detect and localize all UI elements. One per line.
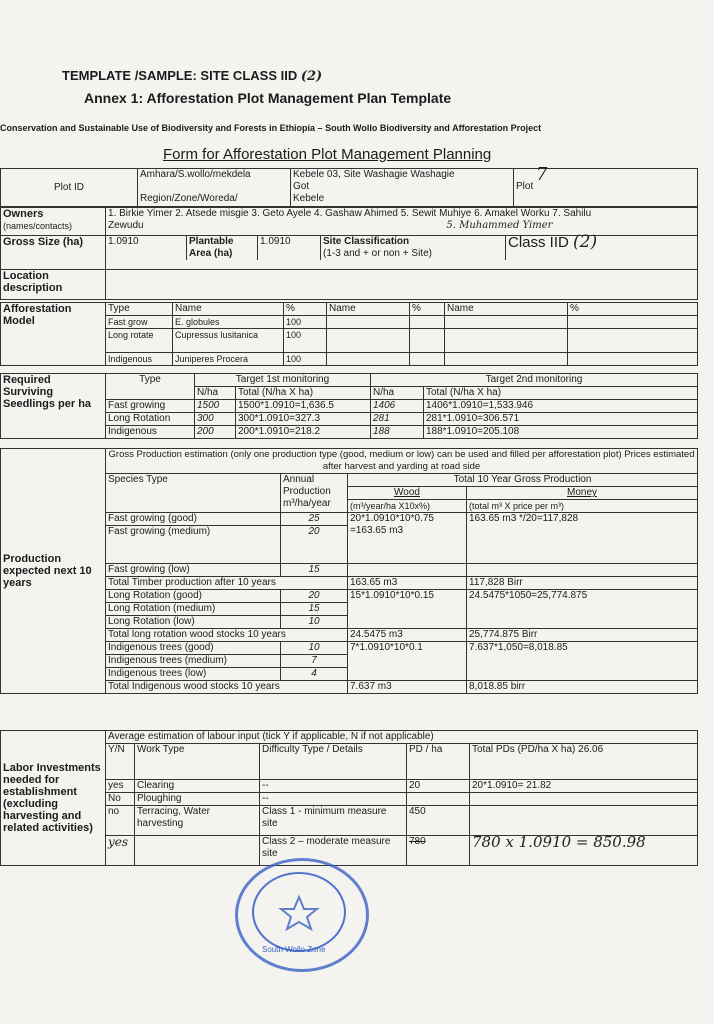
labor-note: Average estimation of labour input (tick Y if applicable, N if not applicable)	[106, 731, 698, 744]
species-header: Species Type	[106, 474, 281, 513]
labor-difficulty: --	[260, 793, 407, 806]
production-row	[1, 590, 698, 603]
target2-header: Target 2nd monitoring	[371, 374, 698, 387]
production-row	[1, 681, 698, 694]
prod-wood: 7.637 m3	[348, 681, 467, 694]
seedlings-row	[1, 413, 698, 426]
labor-row	[1, 806, 698, 836]
model-pct: 100	[284, 316, 327, 329]
model-type: Fast grow	[106, 316, 173, 329]
seedlings-nha-1: 300	[195, 413, 236, 426]
nha-header-2: N/ha	[371, 387, 424, 400]
model-type: Indigenous	[106, 353, 173, 366]
labor-difficulty: Class 2 – moderate measure site	[260, 836, 407, 866]
prod-annual: 15	[281, 603, 348, 616]
prod-annual: 25	[281, 513, 348, 526]
model-pct: 100	[284, 353, 327, 366]
kebele-cell	[291, 169, 514, 207]
labor-yn: no	[106, 806, 135, 836]
labor-table	[0, 730, 698, 866]
labor-total	[470, 806, 698, 836]
production-row	[1, 513, 698, 526]
labor-total-handwritten: 780 x 1.0910 = 850.98	[470, 836, 698, 866]
seedlings-total-2: 1406*1.0910=1,533.946	[424, 400, 698, 413]
production-note: Gross Production estimation (only one production type (good, medium or low) can be used and filled per afforestation plot) Prices estimated after harvest and yarding at road side	[106, 449, 698, 474]
prod-annual: 10	[281, 642, 348, 655]
prod-species: Total Timber production after 10 years	[106, 577, 348, 590]
production-row	[1, 629, 698, 642]
model-name: Cupressus lusitanica	[173, 329, 284, 353]
prod-annual: 20	[281, 590, 348, 603]
owners-sublabel: (names/contacts)	[3, 221, 73, 231]
model-header-name-3: Name	[445, 303, 568, 316]
prod-annual: 7	[281, 655, 348, 668]
wood-header: Wood	[348, 487, 467, 500]
owners-value-cell	[106, 208, 698, 236]
model-pct: 100	[284, 329, 327, 353]
seedlings-type: Fast growing	[106, 400, 195, 413]
site-class-sub: (1-3 and + or non + Site)	[323, 248, 432, 259]
prod-wood: 20*1.0910*10*0.75 =163.65 m3	[348, 513, 467, 564]
owners-handwritten: 5. Muhammed Yimer	[446, 220, 553, 231]
prod-wood: 163.65 m3	[348, 577, 467, 590]
owners-value-2: Zewudu	[108, 220, 144, 231]
seedlings-total-2: 188*1.0910=205.108	[424, 426, 698, 439]
prod-money: 8,018.85 birr	[467, 681, 698, 694]
model-table	[0, 302, 698, 366]
wood-sub: (m³/year/ha X10x%)	[348, 500, 467, 513]
production-row	[1, 564, 698, 577]
prod-annual: 20	[281, 526, 348, 564]
plot-number-handwritten: 7	[536, 164, 548, 185]
seedlings-nha-2: 281	[371, 413, 424, 426]
labor-work: Ploughing	[135, 793, 260, 806]
production-block	[0, 448, 698, 694]
plantable-value: 1.0910	[258, 236, 321, 260]
model-row	[1, 353, 698, 366]
labor-header-difficulty: Difficulty Type / Details	[260, 744, 407, 780]
labor-header-work: Work Type	[135, 744, 260, 780]
prod-wood: 15*1.0910*10*0.15	[348, 590, 467, 629]
labor-difficulty: --	[260, 780, 407, 793]
production-row	[1, 642, 698, 655]
labor-difficulty: Class 1 - minimum measure site	[260, 806, 407, 836]
seedlings-type-header: Type	[106, 374, 195, 400]
project-title: Conservation and Sustainable Use of Biodiversity and Forests in Ethiopia – South Wollo Biodiversity and Afforestation Project	[0, 123, 542, 133]
plot-cell	[514, 164, 698, 207]
seedlings-nha-2: 188	[371, 426, 424, 439]
kebele-value: Kebele 03, Site Washagie Washagie	[293, 169, 455, 180]
labor-pd: 780	[407, 836, 470, 866]
site-class-handwritten: (2)	[300, 69, 323, 84]
production-table	[0, 448, 698, 694]
model-name: Juniperes Procera	[173, 353, 284, 366]
total-header-2: Total (N/ha X ha)	[424, 387, 698, 400]
labor-pd	[407, 793, 470, 806]
prod-annual: 10	[281, 616, 348, 629]
labor-pd: 450	[407, 806, 470, 836]
region-value: Amhara/S.wollo/mekdela	[140, 169, 251, 180]
labor-header-total: Total PDs (PD/ha X ha) 26.06	[470, 744, 698, 780]
owners-value: 1. Birkie Yimer 2. Atsede misgie 3. Geto Ayele 4. Gashaw Ahimed 5. Sewit Muhiye 6. Amakel Worku 7. Sahilu	[108, 208, 592, 219]
prod-species: Long Rotation (medium)	[106, 603, 281, 616]
prod-species: Indigenous trees (low)	[106, 668, 281, 681]
prod-species: Fast growing (good)	[106, 513, 281, 526]
prod-species: Fast growing (medium)	[106, 526, 281, 564]
annual-header: Annual Production m³/ha/year	[281, 474, 348, 513]
model-label: Afforestation Model	[1, 303, 106, 366]
prod-money: 163.65 m3 */20=117,828	[467, 513, 698, 564]
seedlings-row	[1, 426, 698, 439]
labor-row	[1, 793, 698, 806]
seedlings-table	[0, 373, 698, 439]
prod-money: 24.5475*1050=25,774.875	[467, 590, 698, 629]
prod-annual: 15	[281, 564, 348, 577]
template-title: TEMPLATE /SAMPLE: SITE CLASS IID (2)	[62, 68, 323, 84]
seedlings-nha-1: 200	[195, 426, 236, 439]
seedlings-row	[1, 400, 698, 413]
plot-label: Plot	[516, 181, 534, 192]
plot-table	[0, 164, 698, 207]
seedlings-total-1: 300*1.0910=327.3	[236, 413, 371, 426]
prod-species: Long Rotation (low)	[106, 616, 281, 629]
prod-money: 25,774.875 Birr	[467, 629, 698, 642]
plot-id-label: Plot ID	[1, 169, 138, 207]
stamp-inner-ring	[252, 872, 346, 952]
prod-money: 117,828 Birr	[467, 577, 698, 590]
gross-size-value: 1.0910	[106, 236, 187, 260]
form-title: Form for Afforestation Plot Management Planning	[163, 146, 492, 163]
model-row	[1, 329, 698, 353]
production-row	[1, 577, 698, 590]
plantable-label: Plantable Area (ha)	[187, 236, 258, 260]
kebele-label: Kebele	[293, 193, 325, 204]
seedlings-type: Indigenous	[106, 426, 195, 439]
model-row	[1, 316, 698, 329]
labor-work: Clearing	[135, 780, 260, 793]
site-class-handwritten-2: (2)	[573, 232, 598, 252]
prod-species: Indigenous trees (medium)	[106, 655, 281, 668]
prod-species: Long Rotation (good)	[106, 590, 281, 603]
model-header-name-1: Name	[173, 303, 284, 316]
target1-header: Target 1st monitoring	[195, 374, 371, 387]
gross-inner-table	[106, 232, 697, 260]
plot-block	[0, 164, 698, 300]
gross-row	[106, 232, 698, 270]
model-header-type: Type	[106, 303, 173, 316]
labor-block	[0, 730, 698, 866]
prod-annual: 4	[281, 668, 348, 681]
seedlings-total-1: 1500*1.0910=1,636.5	[236, 400, 371, 413]
site-class-value: Class IID	[508, 234, 569, 251]
labor-total	[470, 793, 698, 806]
seedlings-total-2: 281*1.0910=306.571	[424, 413, 698, 426]
money-sub: (total m³ X price per m³)	[467, 500, 698, 513]
seedlings-nha-1: 1500	[195, 400, 236, 413]
seedlings-label: Required Surviving Seedlings per ha	[1, 374, 106, 439]
labor-yn: yes	[106, 780, 135, 793]
production-label: Production expected next 10 years	[1, 449, 106, 694]
prod-species: Fast growing (low)	[106, 564, 281, 577]
seedlings-nha-2: 1406	[371, 400, 424, 413]
model-block	[0, 302, 698, 366]
seedlings-block	[0, 373, 698, 439]
prod-wood: 7*1.0910*10*0.1	[348, 642, 467, 681]
labor-label: Labor Investments needed for establishment (excluding harvesting and related activities)	[1, 731, 106, 866]
model-header-name-2: Name	[327, 303, 410, 316]
labor-header-yn: Y/N	[106, 744, 135, 780]
location-label: Location description	[1, 270, 106, 300]
prod-species: Total Indigenous wood stocks 10 years	[106, 681, 348, 694]
site-class-label-cell	[321, 236, 506, 260]
site-class-label: Site Classification	[323, 236, 410, 247]
model-type: Long rotate	[106, 329, 173, 353]
model-header-pct-1: %	[284, 303, 327, 316]
model-header-pct-3: %	[568, 303, 698, 316]
labor-pd: 20	[407, 780, 470, 793]
labor-yn: No	[106, 793, 135, 806]
prod-money: 7.637*1,050=8,018.85	[467, 642, 698, 681]
site-class-value-cell	[506, 232, 698, 260]
prod-wood: 24.5475 m3	[348, 629, 467, 642]
labor-header-pd: PD / ha	[407, 744, 470, 780]
region-cell	[138, 169, 291, 207]
nha-header-1: N/ha	[195, 387, 236, 400]
stamp-text: South Wollo Zone	[262, 945, 326, 954]
owners-label: Owners	[3, 208, 44, 220]
labor-yn: yes	[106, 836, 135, 866]
owners-table	[0, 207, 698, 300]
total-10yr-header: Total 10 Year Gross Production	[348, 474, 698, 487]
kebele-value-2: Got	[293, 181, 310, 192]
prod-species: Total long rotation wood stocks 10 years	[106, 629, 348, 642]
money-header: Money	[467, 487, 698, 500]
total-header-1: Total (N/ha X ha)	[236, 387, 371, 400]
labor-total: 20*1.0910= 21.82	[470, 780, 698, 793]
seedlings-type: Long Rotation	[106, 413, 195, 426]
model-header-pct-2: %	[410, 303, 445, 316]
labor-work: Terracing, Water harvesting	[135, 806, 260, 836]
labor-row	[1, 780, 698, 793]
location-value	[106, 270, 698, 300]
prod-species: Indigenous trees (good)	[106, 642, 281, 655]
owners-label-cell	[1, 208, 106, 236]
annex-title: Annex 1: Afforestation Plot Management Plan Template	[84, 90, 452, 106]
gross-size-label: Gross Size (ha)	[1, 236, 106, 270]
seedlings-total-1: 200*1.0910=218.2	[236, 426, 371, 439]
region-label: Region/Zone/Woreda/	[140, 193, 238, 204]
model-name: E. globules	[173, 316, 284, 329]
